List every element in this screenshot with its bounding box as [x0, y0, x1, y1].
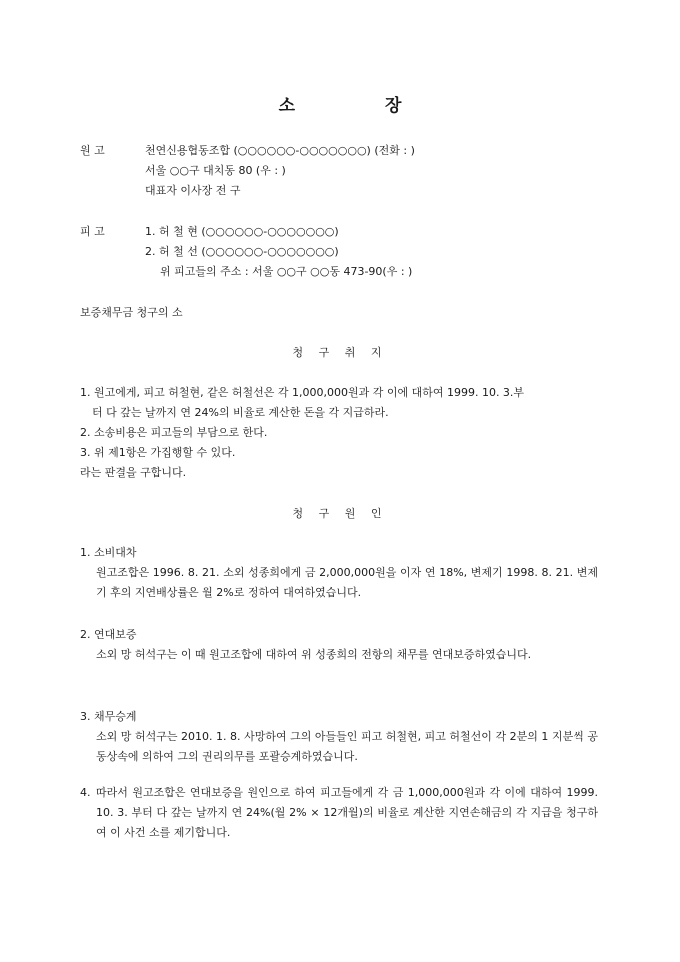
section-1-body: 원고조합은 1996. 8. 21. 소외 성종희에게 금 2,000,000원을 이자 연 18%, 변제기 1998. 8. 21. 변제기 후의 지연배상률은 월 2%로 정하여 대여하였습니다.	[96, 566, 598, 599]
section-3-title: 3. 채무승계	[80, 710, 137, 723]
claim-purpose-item-1-line-1: 1. 원고에게, 피고 허철현, 같은 허철선은 각 1,000,000원과 각 이에 대하여 1999. 10. 3.부	[80, 386, 525, 399]
document-title	[0, 96, 680, 116]
case-name: 보증채무금 청구의 소	[80, 306, 183, 319]
plaintiff-address: 서울 ○○구 대치동 80 (우 : )	[145, 164, 286, 177]
claim-purpose-item-1-line-2: 터 다 갚는 날까지 연 24%의 비율로 계산한 돈을 각 지급하라.	[92, 406, 389, 419]
section-4-number: 4.	[80, 786, 91, 799]
section-1-title: 1. 소비대차	[80, 546, 137, 559]
title-char-2: 장	[385, 96, 402, 116]
plaintiff-id: (○○○○○○-○○○○○○○)	[233, 144, 371, 157]
plaintiff-name: 천연신용협동조합	[145, 144, 231, 157]
title-char-1: 소	[278, 96, 295, 116]
plaintiff-phone: (전화 : )	[374, 144, 415, 157]
plaintiff-label: 원 고	[80, 144, 105, 157]
claim-purpose-heading: 청 구 취 지	[292, 346, 388, 359]
plaintiff-name-line	[145, 144, 415, 158]
section-2-title: 2. 연대보증	[80, 628, 137, 641]
claim-cause-heading: 청 구 원 인	[292, 507, 388, 520]
section-4-body: 따라서 원고조합은 연대보증을 원인으로 하여 피고들에게 각 금 1,000,000원과 각 이에 대하여 1999. 10. 3. 부터 다 갚는 날까지 연 24%(월 2% × 12개월)의 비율로 계산한 지연손해금의 각 지급을 청구하여 이 사건 소를 제기합니다.	[96, 786, 598, 839]
defendant-label: 피 고	[80, 225, 105, 238]
defendant-2: 2. 허 철 선 (○○○○○○-○○○○○○○)	[145, 245, 339, 258]
claim-purpose-item-3: 3. 위 제1항은 가집행할 수 있다.	[80, 446, 236, 459]
section-3-body: 소외 망 허석구는 2010. 1. 8. 사망하여 그의 아들들인 피고 허철현, 피고 허철선이 각 2분의 1 지분씩 공동상속에 의하여 그의 권리의무를 포괄승계하였습니다.	[96, 730, 598, 763]
claim-purpose-item-2: 2. 소송비용은 피고들의 부담으로 한다.	[80, 426, 268, 439]
plaintiff-representative: 대표자 이사장 전 구	[145, 184, 241, 197]
claim-purpose-closing: 라는 판결을 구합니다.	[80, 466, 187, 479]
section-2-body: 소외 망 허석구는 이 때 원고조합에 대하여 위 성종희의 전항의 채무를 연대보증하였습니다.	[96, 648, 532, 661]
defendant-1: 1. 허 철 현 (○○○○○○-○○○○○○○)	[145, 225, 339, 238]
defendant-address: 위 피고들의 주소 : 서울 ○○구 ○○동 473-90(우 : )	[160, 265, 413, 278]
